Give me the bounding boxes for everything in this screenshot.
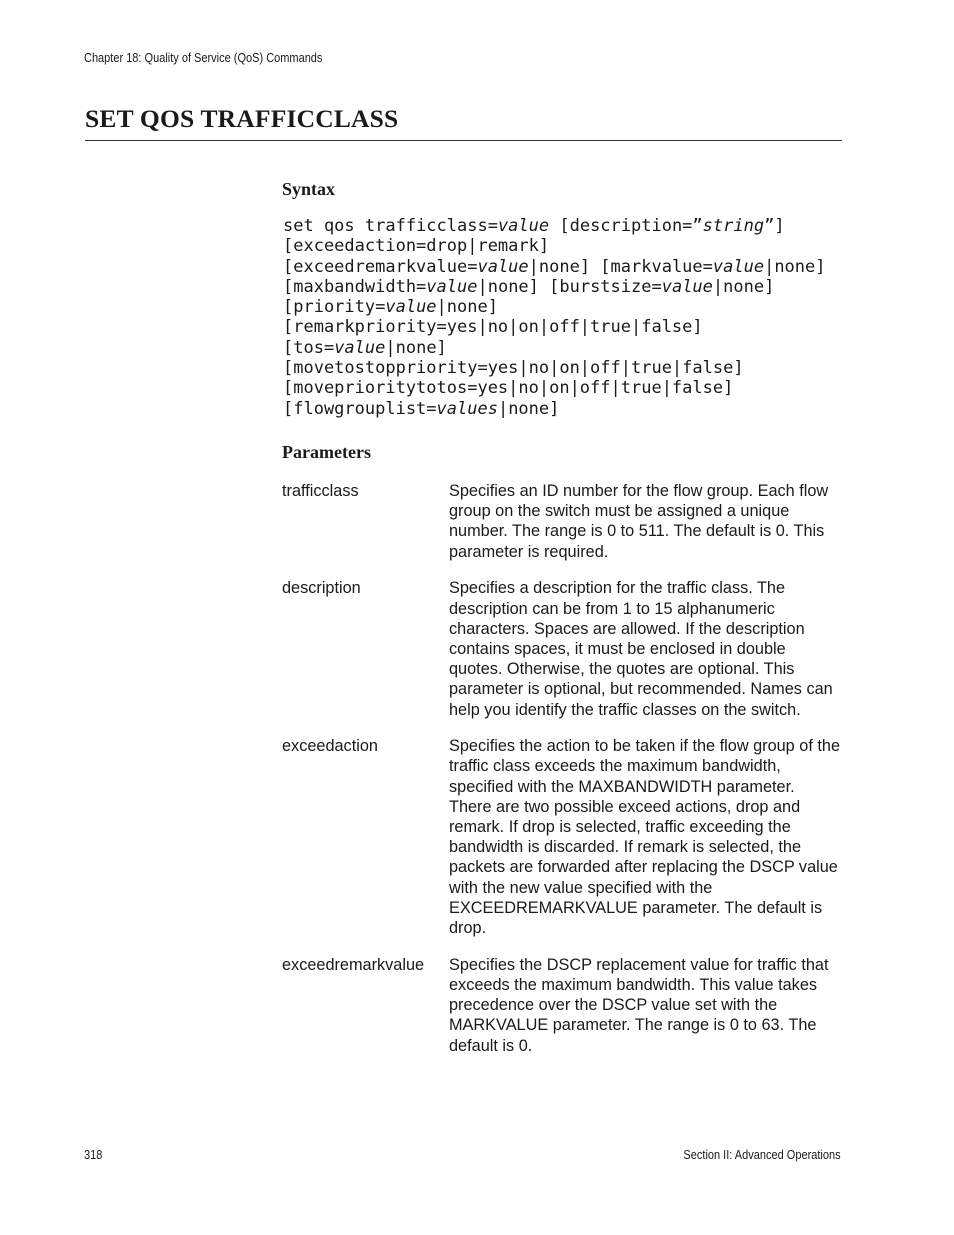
running-header: Chapter 18: Quality of Service (QoS) Commands xyxy=(84,51,323,65)
syntax-line xyxy=(283,338,853,358)
syntax-line xyxy=(283,378,853,398)
syntax-text: |none] xyxy=(436,297,498,318)
syntax-line xyxy=(283,257,853,277)
syntax-line xyxy=(283,297,853,317)
parameter-row xyxy=(282,481,852,562)
parameter-name: exceedaction xyxy=(282,737,378,756)
syntax-placeholder: string xyxy=(702,216,765,236)
syntax-line xyxy=(283,399,853,419)
syntax-line xyxy=(283,216,853,236)
parameters-list xyxy=(282,481,852,1072)
syntax-text: [description=” xyxy=(549,216,703,236)
parameter-name: description xyxy=(282,579,361,598)
parameter-row xyxy=(282,955,852,1056)
syntax-text: |none] xyxy=(497,398,560,419)
syntax-text: |none] [markvalue= xyxy=(528,256,713,277)
syntax-placeholder: value xyxy=(497,216,550,236)
parameter-name: trafficclass xyxy=(282,482,359,500)
syntax-text: [movetostoppriority=yes|no|on|off|true|false] xyxy=(283,358,744,379)
syntax-line xyxy=(283,277,853,297)
syntax-line xyxy=(283,317,853,337)
syntax-text: |none] xyxy=(712,276,775,297)
syntax-text: |none] xyxy=(764,256,826,277)
page-number: 318 xyxy=(84,1148,103,1162)
parameter-description: Specifies the DSCP replacement value for traffic that exceeds the maximum bandwidth. This value takes precedence over the DSCP value set with the MARKVALUE parameter. The range is 0 to 63. The default is 0. xyxy=(449,955,829,1055)
title-divider xyxy=(85,140,842,141)
syntax-text: [priority= xyxy=(283,297,386,318)
syntax-line xyxy=(283,358,853,378)
syntax-block xyxy=(283,216,853,419)
parameter-description: Specifies an ID number for the flow group. Each flow group on the switch must be assigned a unique number. The range is 0 to 511. The default is 0. This parameter is required. xyxy=(449,482,829,561)
syntax-text: |none] xyxy=(385,337,447,358)
syntax-placeholder: value xyxy=(334,337,386,358)
syntax-text: |none] [burstsize= xyxy=(477,276,662,297)
parameter-row xyxy=(282,578,852,719)
syntax-text: [exceedaction=drop|remark] xyxy=(283,236,550,257)
syntax-text: set qos trafficclass= xyxy=(283,216,498,236)
syntax-placeholder: value xyxy=(712,256,765,277)
parameter-description: Specifies a description for the traffic class. The description can be from 1 to 15 alphanumeric characters. Spaces are allowed. If the description contains spaces, it must be enclosed in double quotes. Otherwise, the quotes are optional. This parameter is optional, but recommended. Names can help you identify the traffic classes on the switch. xyxy=(449,579,833,719)
syntax-placeholder: value xyxy=(426,276,478,297)
syntax-placeholder: value xyxy=(385,297,437,318)
syntax-placeholder: value xyxy=(661,276,713,297)
parameter-row xyxy=(282,736,852,938)
parameters-heading: Parameters xyxy=(282,442,371,462)
running-footer-section: Section II: Advanced Operations xyxy=(683,1148,841,1162)
syntax-text: [remarkpriority=yes|no|on|off|true|false] xyxy=(283,317,703,338)
syntax-text: [exceedremarkvalue= xyxy=(283,256,478,277)
parameter-name: exceedremarkvalue xyxy=(282,955,425,974)
parameter-description: Specifies the action to be taken if the flow group of the traffic class exceeds the maximum bandwidth, specified with the MAXBANDWIDTH parameter. There are two possible exceed actions, drop and remark. If drop is selected, traffic exceeding the bandwidth is discarded. If remark is selected, the packets are forwarded after replacing the DSCP value with the new value specified with the EXCEEDREMARKVALUE parameter. The default is drop. xyxy=(449,737,840,938)
syntax-text: [moveprioritytotos=yes|no|on|off|true|false] xyxy=(283,378,734,399)
syntax-placeholder: values xyxy=(436,398,498,419)
syntax-line xyxy=(283,236,853,256)
syntax-text: [flowgrouplist= xyxy=(283,398,437,419)
syntax-text: [maxbandwidth= xyxy=(283,276,427,297)
syntax-heading: Syntax xyxy=(282,179,336,199)
syntax-text: [tos= xyxy=(283,337,335,358)
page-title: SET QOS TRAFFICCLASS xyxy=(85,104,399,133)
syntax-text: ”] xyxy=(764,216,785,236)
syntax-placeholder: value xyxy=(477,256,529,277)
